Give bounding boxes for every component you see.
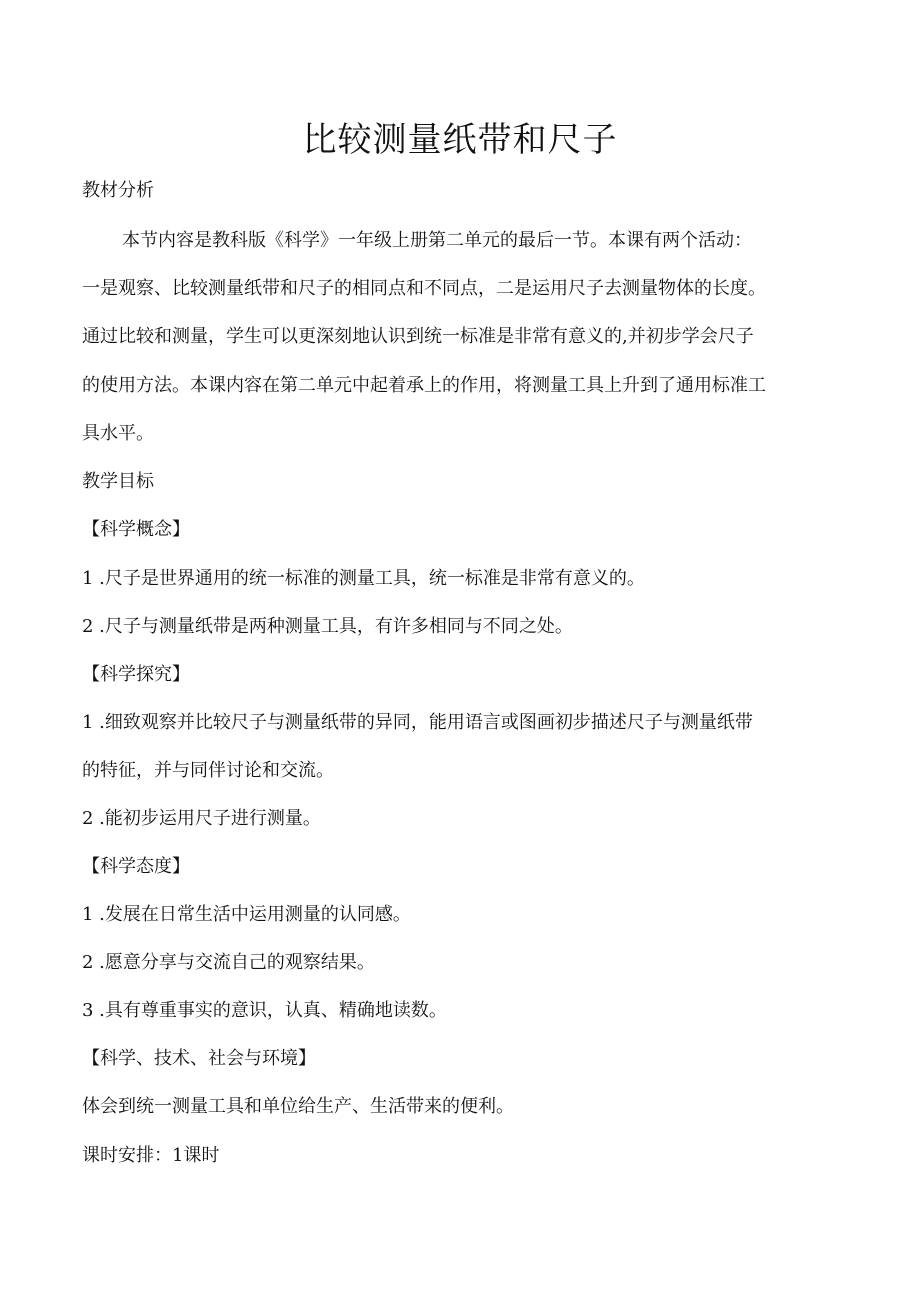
- attitude-item: 1 .发展在日常生活中运用测量的认同感。: [82, 904, 411, 925]
- sts-heading: 【科学、技术、社会与环境】: [82, 1048, 316, 1069]
- attitude-item: 3 .具有尊重事实的意识，认真、精确地读数。: [82, 1000, 447, 1021]
- concept-item: 1 .尺子是世界通用的统一标准的测量工具，统一标准是非常有意义的。: [82, 568, 645, 589]
- analysis-paragraph-line: 具水平。: [82, 423, 154, 444]
- sts-text: 体会到统一测量工具和单位给生产、生活带来的便利。: [82, 1096, 514, 1117]
- analysis-heading: 教材分析: [82, 180, 154, 201]
- goals-heading: 教学目标: [82, 471, 154, 492]
- attitude-heading: 【科学态度】: [82, 856, 190, 877]
- concept-heading: 【科学概念】: [82, 519, 190, 540]
- inquiry-heading: 【科学探究】: [82, 664, 190, 685]
- inquiry-item: 1 .细致观察并比较尺子与测量纸带的异同，能用语言或图画初步描述尺子与测量纸带: [82, 712, 753, 733]
- inquiry-item: 2 .能初步运用尺子进行测量。: [82, 808, 321, 829]
- analysis-paragraph-line: 一是观察、比较测量纸带和尺子的相同点和不同点，二是运用尺子去测量物体的长度。: [82, 278, 766, 299]
- analysis-paragraph-line: 本节内容是教科版《科学》一年级上册第二单元的最后一节。本课有两个活动：: [122, 230, 752, 251]
- concept-item: 2 .尺子与测量纸带是两种测量工具，有许多相同与不同之处。: [82, 616, 573, 637]
- attitude-item: 2 .愿意分享与交流自己的观察结果。: [82, 952, 375, 973]
- document-title: 比较测量纸带和尺子: [302, 120, 618, 160]
- analysis-paragraph-line: 的使用方法。本课内容在第二单元中起着承上的作用，将测量工具上升到了通用标准工: [82, 375, 766, 396]
- analysis-paragraph-line: 通过比较和测量，学生可以更深刻地认识到统一标准是非常有意义的,并初步学会尺子: [82, 326, 754, 347]
- inquiry-item: 的特征，并与同伴讨论和交流。: [82, 760, 334, 781]
- schedule-text: 课时安排：1课时: [82, 1145, 220, 1166]
